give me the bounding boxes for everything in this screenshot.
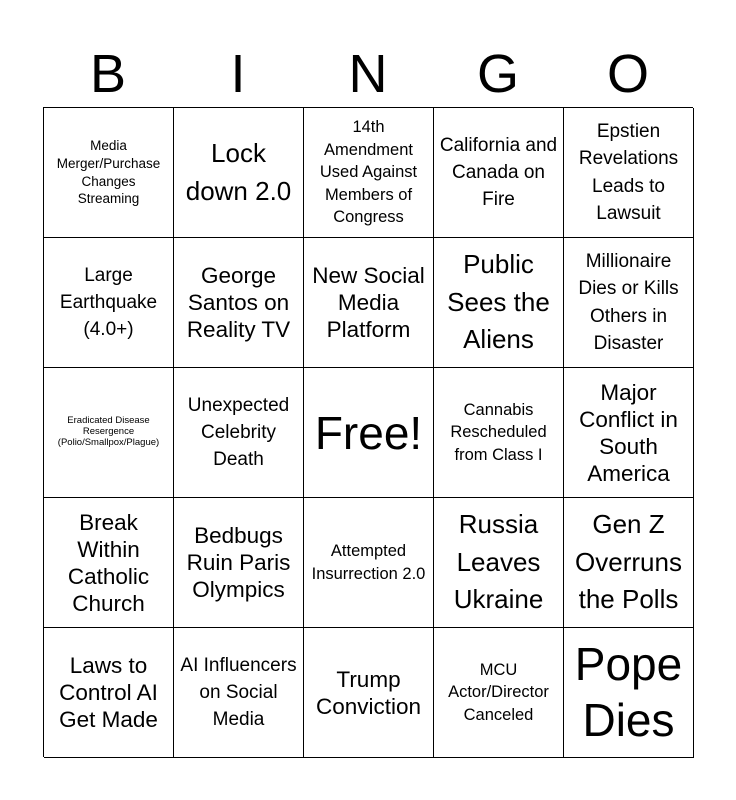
bingo-cell: Large Earthquake (4.0+) [44, 238, 174, 368]
header-letter-o: O [606, 44, 649, 104]
bingo-cell: Bedbugs Ruin Paris Olympics [174, 498, 304, 628]
bingo-cell: Media Merger/Purchase Changes Streaming [44, 108, 174, 238]
bingo-cell: Trump Conviction [304, 628, 434, 758]
bingo-header [43, 40, 693, 108]
bingo-cell: Laws to Control AI Get Made [44, 628, 174, 758]
bingo-cell: Epstien Revelations Leads to Lawsuit [564, 108, 694, 238]
bingo-cell: Unexpected Celebrity Death [174, 368, 304, 498]
bingo-cell: Attempted Insurrection 2.0 [304, 498, 434, 628]
bingo-board [43, 107, 693, 757]
bingo-cell: Cannabis Rescheduled from Class I [434, 368, 564, 498]
bingo-cell: Millionaire Dies or Kills Others in Disaster [564, 238, 694, 368]
bingo-cell: 14th Amendment Used Against Members of Congress [304, 108, 434, 238]
bingo-cell: Lock down 2.0 [174, 108, 304, 238]
header-letter-b: B [89, 44, 127, 104]
free-space: Free! [304, 368, 434, 498]
bingo-cell: New Social Media Platform [304, 238, 434, 368]
bingo-cell: Russia Leaves Ukraine [434, 498, 564, 628]
bingo-cell: Gen Z Overruns the Polls [564, 498, 694, 628]
bingo-cell: Pope Dies [564, 628, 694, 758]
bingo-cell: George Santos on Reality TV [174, 238, 304, 368]
header-letter-n: N [348, 44, 388, 104]
bingo-cell: California and Canada on Fire [434, 108, 564, 238]
header-letter-i: I [230, 44, 246, 104]
bingo-cell: Break Within Catholic Church [44, 498, 174, 628]
bingo-cell: Public Sees the Aliens [434, 238, 564, 368]
bingo-cell: MCU Actor/Director Canceled [434, 628, 564, 758]
bingo-cell: Major Conflict in South America [564, 368, 694, 498]
header-letter-g: G [476, 44, 519, 104]
bingo-cell: AI Influencers on Social Media [174, 628, 304, 758]
bingo-cell: Eradicated Disease Resergence (Polio/Smallpox/Plague) [44, 368, 174, 498]
